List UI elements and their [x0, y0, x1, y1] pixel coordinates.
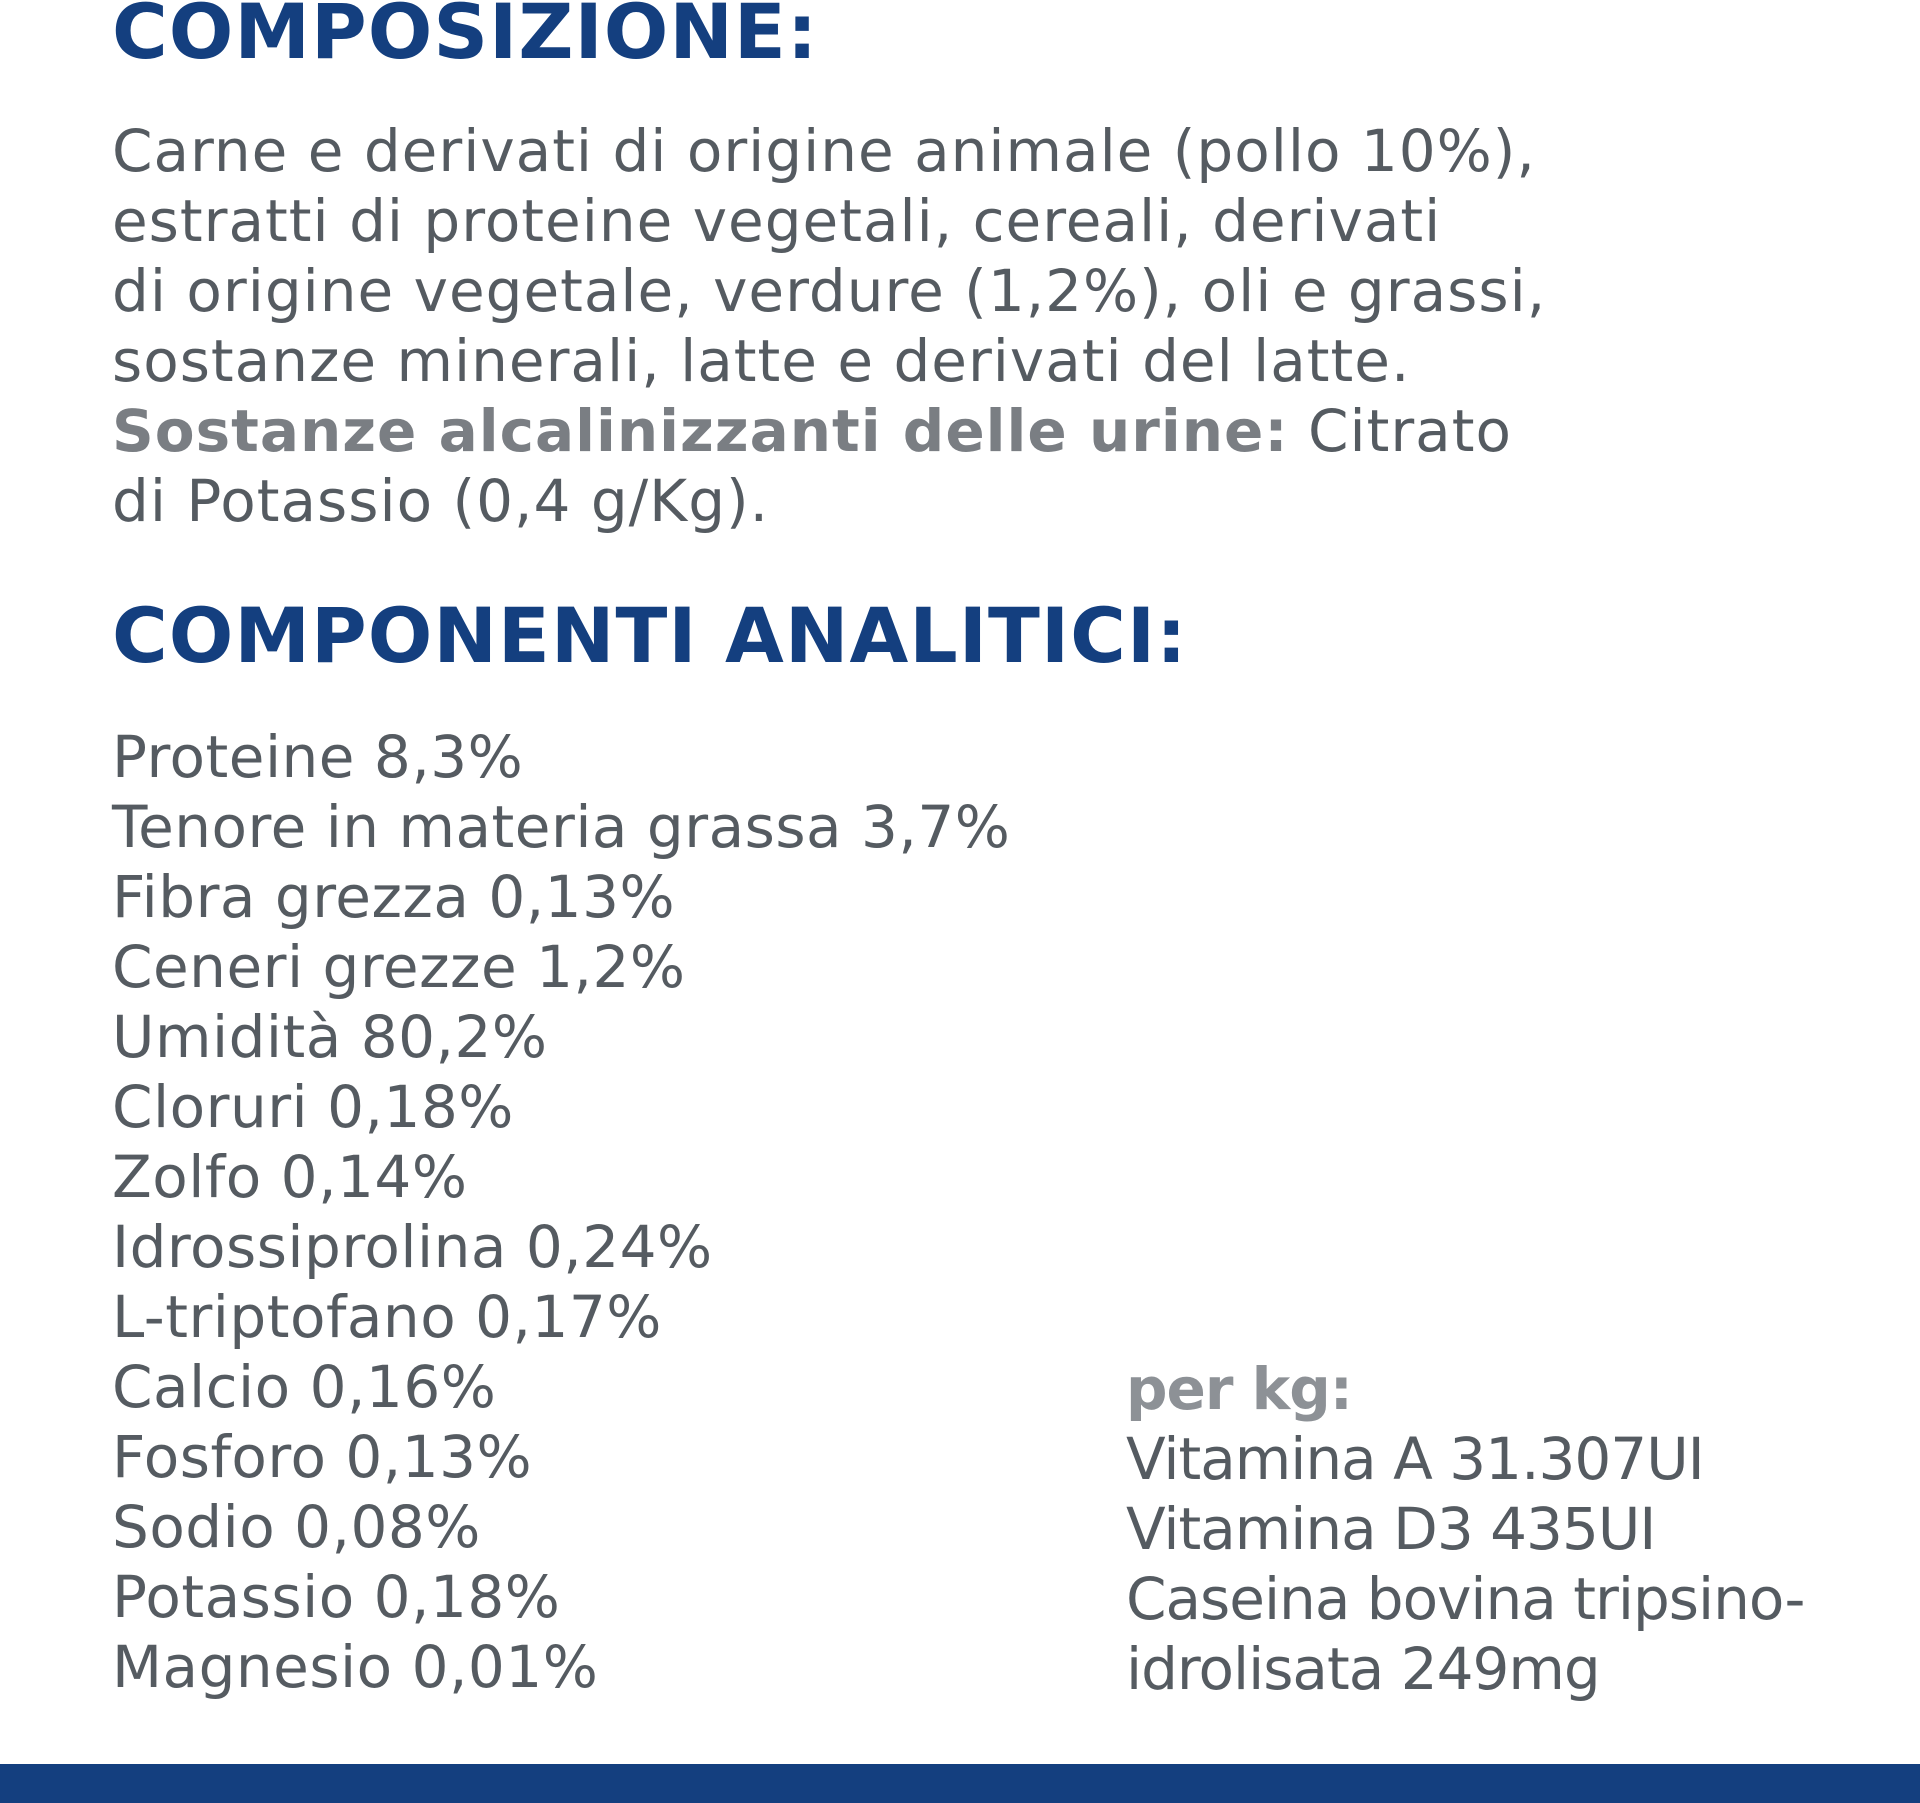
composizione-line: sostanze minerali, latte e derivati del latte.: [112, 327, 1411, 395]
list-item: Umidità 80,2%: [112, 1003, 548, 1071]
list-item: Potassio 0,18%: [112, 1563, 561, 1631]
alkaline-line-2: di Potassio (0,4 g/Kg).: [112, 467, 770, 535]
list-item: Zolfo 0,14%: [112, 1143, 468, 1211]
footer-bar: [0, 1764, 1920, 1803]
list-item: Cloruri 0,18%: [112, 1073, 514, 1141]
list-item: Caseina bovina tripsino-: [1126, 1565, 1805, 1633]
list-item: idrolisata 249mg: [1126, 1635, 1600, 1703]
list-item: Ceneri grezze 1,2%: [112, 933, 686, 1001]
composizione-heading: COMPOSIZIONE:: [112, 0, 819, 76]
list-item: Vitamina D3 435UI: [1126, 1495, 1656, 1563]
componenti-list: [112, 722, 1010, 1702]
list-item: Fibra grezza 0,13%: [112, 863, 676, 931]
per-kg-block: [1126, 1354, 1804, 1704]
list-item: L-triptofano 0,17%: [112, 1283, 662, 1351]
composizione-line: estratti di proteine vegetali, cereali, derivati: [112, 187, 1442, 255]
list-item: Vitamina A 31.307UI: [1126, 1425, 1704, 1493]
per-kg-list: [1126, 1424, 1804, 1704]
list-item: Sodio 0,08%: [112, 1493, 481, 1561]
composizione-line: di origine vegetale, verdure (1,2%), oli e grassi,: [112, 257, 1547, 325]
alkaline-label: Sostanze alcalinizzanti delle urine:: [112, 397, 1289, 465]
list-item: Calcio 0,16%: [112, 1353, 497, 1421]
componenti-heading: COMPONENTI ANALITICI:: [112, 591, 1188, 680]
composizione-text: [112, 116, 1832, 536]
alkaline-line: [112, 396, 1832, 466]
list-item: Proteine 8,3%: [112, 723, 524, 791]
composizione-line: Carne e derivati di origine animale (pollo 10%),: [112, 117, 1536, 185]
per-kg-title: per kg:: [1126, 1355, 1352, 1423]
list-item: Fosforo 0,13%: [112, 1423, 533, 1491]
list-item: Tenore in materia grassa 3,7%: [112, 793, 1011, 861]
list-item: Magnesio 0,01%: [112, 1633, 599, 1701]
list-item: Idrossiprolina 0,24%: [112, 1213, 713, 1281]
alkaline-text: Citrato: [1288, 397, 1512, 465]
